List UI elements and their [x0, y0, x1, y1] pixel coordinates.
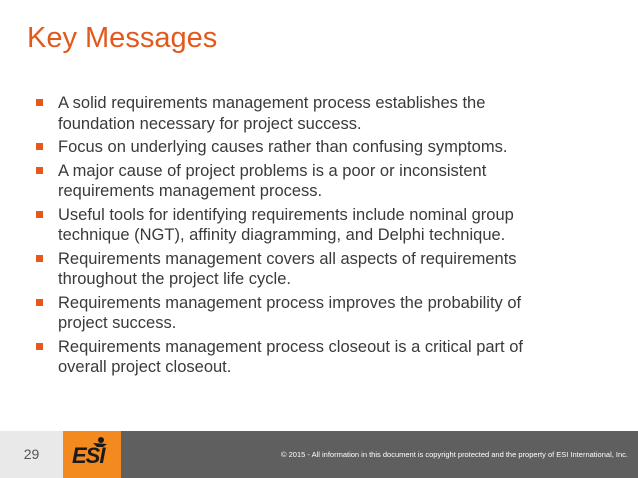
footer-bar [0, 431, 638, 478]
bullet-text-line1: Requirements management covers all aspects of requirements [58, 249, 517, 268]
bullet-item [36, 249, 596, 290]
page-number: 29 [0, 431, 63, 478]
bullet-list [36, 93, 596, 381]
copyright-notice: © 2015 - All information in this document is copyright protected and the property of ESI International, Inc. [281, 450, 628, 459]
bullet-text-line2: overall project closeout. [58, 358, 232, 376]
bullet-text-line1: Requirements management process closeout is a critical part of [58, 337, 523, 356]
square-bullet-icon [36, 299, 43, 306]
logo-wordmark: ESI [72, 443, 105, 468]
bullet-item [36, 337, 596, 378]
bullet-text-line2: foundation necessary for project success. [58, 114, 362, 133]
square-bullet-icon [36, 143, 43, 150]
bullet-item [36, 161, 596, 202]
bullet-item [36, 205, 596, 246]
slide-title: Key Messages [27, 22, 218, 54]
bullet-text-line2: project success. [58, 314, 177, 332]
square-bullet-icon [36, 99, 43, 106]
square-bullet-icon [36, 167, 43, 174]
square-bullet-icon [36, 211, 43, 218]
bullet-text-line2: requirements management process. [58, 182, 323, 200]
bullet-text-line2: throughout the project life cycle. [58, 270, 291, 288]
bullet-item [36, 293, 596, 334]
bullet-item [36, 137, 596, 158]
bullet-text-line1: A major cause of project problems is a poor or inconsistent [58, 161, 487, 180]
square-bullet-icon [36, 343, 43, 350]
bullet-item [36, 93, 596, 134]
bullet-text-line1: Focus on underlying causes rather than confusing symptoms. [58, 138, 508, 156]
square-bullet-icon [36, 255, 43, 262]
bullet-text-line1: Useful tools for identifying requirements include nominal group [58, 205, 514, 224]
bullet-text-line1: A solid requirements management process establishes the [58, 94, 486, 112]
esi-logo [63, 431, 121, 478]
bullet-text-line2: technique (NGT), affinity diagramming, and Delphi technique. [58, 226, 506, 244]
bullet-text-line1: Requirements management process improves the probability of [58, 293, 522, 312]
